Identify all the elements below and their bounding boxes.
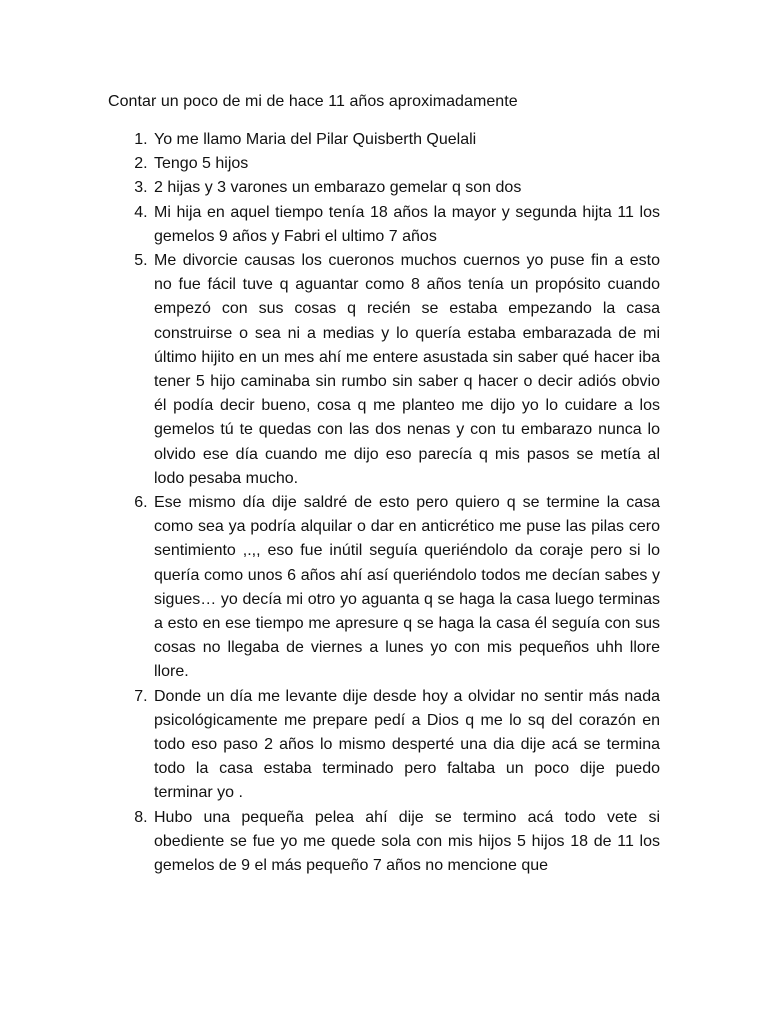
document-title: Contar un poco de mi de hace 11 años aproximadamente <box>108 93 518 110</box>
list-item: 5. Me divorcie causas los cueronos muchos cuernos yo puse fin a esto no fue fácil tuve q aguantar como 8 años tenía un propósito cuando empezó con sus cosas q recién se estaba empezando la casa construirse o sea ni a medias y lo quería estaba embarazada de mi último hijito en un mes ahí me entere asustada sin saber qué hacer iba tener 5 hijo caminaba sin rumbo sin saber q hacer o decir adiós obvio él podía decir bueno, cosa q me planteo me dijo yo lo cuidare a los gemelos tú te quedas con las dos nenas y con tu embarazo nunca lo olvido ese día cuando me dijo eso parecía q mis pasos se metía al lodo pesaba mucho. <box>152 249 660 491</box>
list-item: 6. Ese mismo día dije saldré de esto pero quiero q se termine la casa como sea ya podría alquilar o dar en anticrético me puse las pilas cero sentimiento ,.,, eso fue inútil seguía queriéndolo da coraje pero si lo quería como unos 6 años ahí así queriéndolo todos me decían sabes y sigues… yo decía mi otro yo aguanta q se haga la casa luego terminas a esto en ese tiempo me apresure q se haga la casa él seguía con sus cosas no llegaba de viernes a lunes yo con mis pequeños uhh llore llore. <box>152 491 660 685</box>
list-item: 8. Hubo una pequeña pelea ahí dije se termino acá todo vete si obediente se fue yo me quede sola con mis hijos 5 hijos 18 de 11 los gemelos de 9 el más pequeño 7 años no mencione que <box>152 806 660 879</box>
list-item: 1. Yo me llamo Maria del Pilar Quisberth Quelali <box>152 128 660 152</box>
list-item: 3. 2 hijas y 3 varones un embarazo gemelar q son dos <box>152 176 660 200</box>
list-item: 2. Tengo 5 hijos <box>152 152 660 176</box>
numbered-list <box>108 128 660 878</box>
list-item: 4. Mi hija en aquel tiempo tenía 18 años la mayor y segunda hijta 11 los gemelos 9 años y Fabri el ultimo 7 años <box>152 201 660 249</box>
list-item: 7. Donde un día me levante dije desde hoy a olvidar no sentir más nada psicológicamente me prepare pedí a Dios q me lo sq del corazón en todo eso paso 2 años lo mismo desperté una dia dije acá se termina todo la casa estaba terminado pero faltaba un poco dije puedo terminar yo . <box>152 685 660 806</box>
